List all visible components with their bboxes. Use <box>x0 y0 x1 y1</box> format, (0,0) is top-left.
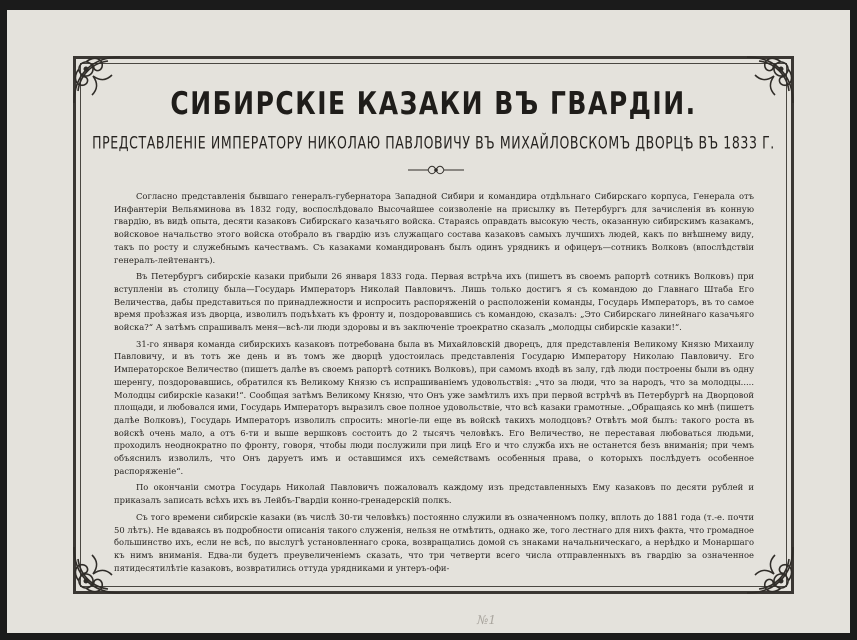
paragraph: 31-го января команда сибирскихъ казаковъ потребована была въ Михайловскій дворецъ, для представленія Великому Князю Михаилу Павловичу, и въ тотъ же день и въ томъ же дворцѣ удостоилась представленія Государю Императору Николаю Павловичу. Его Императорское Величество (пишетъ далѣе въ своемъ рапортѣ сотникъ Волковъ), при самомъ входѣ въ залу, гдѣ люди построены были въ одну шеренгу, поздоровавшись, обратился къ Великому Князю съ испрашиваніемъ удовольствія: „что за люди, что за народъ, что за молодцы..... Молодцы сибирскіе казаки!“. Сообщая затѣмъ Великому Князю, что Онъ уже замѣтилъ ихъ при первой встрѣчѣ въ Петербургѣ на Дворцовой площади, и любовался ими, Государь Императоръ выразилъ свое полное удовольствіе, что всѣ казаки грамотные. „Обращаясь ко мнѣ (пишетъ далѣе Волковъ), Государь Императоръ изволилъ спросить: многіе-ли еще въ войскѣ такихъ молодцовъ? Отвѣтъ мой былъ: такого роста въ войскѣ очень мало, а отъ 6-ти и выше вершковъ состоитъ до 2 тысячъ человѣкъ. Его Величество, не переставая любоваться людьми, проходилъ неоднократно по фронту, говоря, чтобы люди послужили при лицѣ Его и что служба ихъ не останется безъ вниманія; при чемъ объяснилъ изволилъ, что Онъ даруетъ имъ и оставшимся ихъ семействамъ особенныя права, о которыхъ послѣдуетъ особенное распоряженіе“. <box>114 338 754 476</box>
title-divider-ornament-icon <box>406 163 466 177</box>
paragraph: По окончаніи смотра Государь Николай Павловичъ пожаловалъ каждому изъ представленныхъ Ему казаковъ по десяти рублей и приказалъ записать всѣхъ ихъ въ Лейбъ-Гвардіи конно-гренадерскій полкъ. <box>114 482 754 506</box>
pencil-margin-note: №1 <box>477 613 496 627</box>
paragraph: Согласно представленія бывшаго генералъ-губернатора Западной Сибири и командира отдѣльнаго Сибирскаго корпуса, Генерала отъ Инфантеріи Вельяминова въ 1832 году, воспослѣдовало Высочайшее соизволеніе на присылку въ Петербургъ для зачисленія въ конную гвардію, въ видѣ опыта, десяти казаковъ Сибирскаго казачьяго войска. Стараясь оправдать высокую честь, оказанную сибирскимъ казакамъ, войсковое начальство этого войска отобрало въ гвардію изъ служащаго состава казаковъ самыхъ лучшихъ людей, какъ по внѣшнему виду, такъ по росту и служебнымъ качествамъ. Съ казаками командированъ былъ одинъ урядникъ и офицеръ—сотникъ Волковъ (впослѣдствіи генералъ-лейтенантъ). <box>114 191 754 265</box>
document-page <box>7 10 850 633</box>
document-title: СИБИРСКІЕ КАЗАКИ ВЪ ГВАРДІИ. <box>170 85 697 122</box>
paragraph: Съ того времени сибирскіе казаки (въ числѣ 30-ти человѣкъ) постоянно служили въ означенномъ полку, вплоть до 1881 года (т.-е. почти 50 лѣтъ). Не вдаваясь въ подробности описанія такого служенія, нельзя не отмѣтить, однако же, того лестнаго для нихъ факта, что громадное большинство ихъ, если не всѣ, по выслугѣ установленнаго срока, возвращались домой съ знаками начальническаго, а нерѣдко и Монаршаго къ нимъ вниманія. Едва-ли будетъ преувеличеніемъ сказать, что три четверти всего числа отправленныхъ въ гвардію за означенное пятидесятилѣтіе казаковъ, возвратились оттуда урядниками и унтеръ-офи- <box>114 511 754 573</box>
document-subtitle: ПРЕДСТАВЛЕНІЕ ИМПЕРАТОРУ НИКОЛАЮ ПАВЛОВИЧУ ВЪ МИХАЙЛОВСКОМЪ ДВОРЦѢ ВЪ 1833 Г. <box>92 132 775 153</box>
document-body <box>114 190 754 578</box>
paragraph: Въ Петербургъ сибирскіе казаки прибыли 26 января 1833 года. Первая встрѣча ихъ (пишетъ въ своемъ рапортѣ сотникъ Волковъ) при вступленіи въ столицу была—Государь Императоръ Николай Павловичъ. Лишь только достигъ я съ командою до Главнаго Штаба Его Величества, дабы представиться по принадлежности и испросить распоряженій о расположеніи команды, Государь Императоръ, въ то самое время проѣзжая изъ дворца, изволилъ подъѣхать къ фронту и, поздоровавшись съ командою, сказалъ: „Это Сибирскаго линейнаго казачьяго войска?“ А затѣмъ спрашивалъ меня—всѣ-ли люди здоровы и въ заключеніе троекратно сказалъ „молодцы сибирскіе казаки!“. <box>114 271 754 333</box>
decorative-border <box>73 56 794 594</box>
